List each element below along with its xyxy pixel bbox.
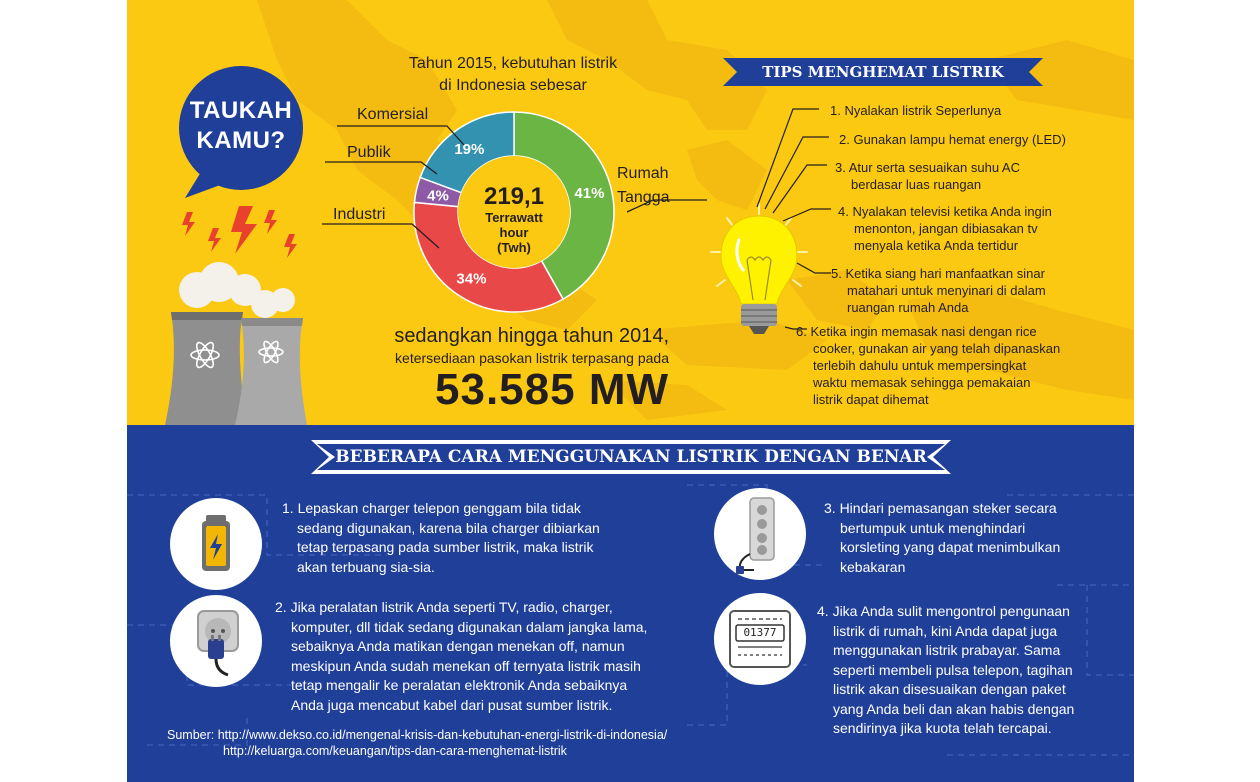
- plug-socket-icon: [170, 595, 262, 687]
- source-link-1[interactable]: http://www.dekso.co.id/mengenal-krisis-dan-kebutuhan-energi-listrik-di-indonesia/: [217, 728, 668, 742]
- cara-4-line-1: 4. Jika Anda sulit mengontrol pengunaan: [817, 603, 1070, 619]
- tip-4-line-3: menyala ketika Anda tertidur: [854, 238, 1019, 253]
- tip-item-5: [831, 265, 1046, 316]
- battery-icon: [170, 498, 262, 590]
- value-label-komersial: 19%: [454, 141, 485, 159]
- supply-line-2: ketersediaan pasokan listrik terpasang pada: [395, 350, 669, 366]
- bottom-section: [127, 425, 1134, 782]
- cara-item-3: [824, 499, 1060, 577]
- cara-item-4: [817, 602, 1074, 739]
- source-label: Sumber:: [167, 728, 215, 742]
- bubble-line-2: KAMU?: [196, 127, 286, 154]
- cara-4-line-6: yang Anda beli dan akan habis dengan: [833, 700, 1075, 717]
- tip-6-line-4: waktu memasak sehingga pemakaian: [813, 375, 1031, 390]
- cara-2-line-1: 2. Jika peralatan listrik Anda seperti TV, radio, charger,: [275, 599, 613, 615]
- source-line-2: [223, 743, 567, 760]
- tip-5-line-1: 5. Ketika siang hari manfaatkan sinar: [831, 266, 1045, 281]
- tip-6-line-5: listrik dapat dihemat: [813, 392, 929, 407]
- cara-3-line-3: korsleting yang dapat menimbulkan: [840, 539, 1061, 555]
- supply-line-1: sedangkan hingga tahun 2014,: [394, 325, 669, 347]
- cara-4-line-2: listrik di rumah, kini Anda dapat juga: [833, 622, 1058, 639]
- cara-2-line-2: komputer, dll tidak sedang digunakan dalam jangka lama,: [291, 618, 648, 635]
- tip-item-3: [835, 159, 1020, 193]
- cara-4-line-3: menggunakan listrik prabayar. Sama: [833, 642, 1061, 658]
- intro-text: [375, 53, 651, 97]
- infographic: [127, 0, 1134, 782]
- cara-2-line-5: tetap mengalir ke peralatan elektronik Anda sebaiknya: [291, 677, 628, 693]
- tip-6-line-3: terlebih dahulu untuk mempersingkat: [813, 358, 1027, 373]
- label-komersial: Komersial: [357, 106, 429, 123]
- center-unit-3: (Twh): [497, 240, 531, 255]
- bubble-line-1: TAUKAH: [189, 97, 293, 124]
- value-label-publik: 4%: [427, 187, 449, 205]
- cara-1-line-1: 1. Lepaskan charger telepon genggam bila tidak: [282, 500, 581, 516]
- cara-4-line-7: sendirinya jika kuota telah tercapai.: [833, 720, 1052, 736]
- tip-4-line-1: 4. Nyalakan televisi ketika Anda ingin: [838, 204, 1052, 219]
- donut-leaders: [317, 100, 717, 280]
- tip-item-4: [838, 203, 1052, 254]
- label-industri: Industri: [333, 206, 386, 223]
- cara-2-line-3: sebaiknya Anda matikan dengan menekan off, namun: [291, 638, 625, 654]
- value-label-industri: 34%: [456, 270, 487, 288]
- intro-line-1: Tahun 2015, kebutuhan listrik: [408, 55, 618, 72]
- electric-meter-icon: [714, 593, 806, 685]
- power-strip-icon: [714, 488, 806, 580]
- label-publik: Publik: [347, 144, 391, 161]
- center-unit-1: Terrawatt: [485, 210, 543, 225]
- tip-item-6: [796, 323, 1060, 408]
- cara-item-1: [282, 499, 600, 577]
- label-rumah-line-1: Rumah: [617, 165, 669, 182]
- tip-3-line-2: berdasar luas ruangan: [851, 177, 982, 192]
- meter-reading: 01377: [743, 626, 777, 639]
- tip-2-line-1: 2. Gunakan lampu hemat energy (LED): [839, 132, 1066, 147]
- cara-3-line-1: 3. Hindari pemasangan steker secara: [824, 500, 1057, 516]
- center-unit-2: hour: [499, 225, 529, 240]
- cara-1-line-4: akan terbuang sia-sia.: [297, 558, 435, 575]
- label-rumah-line-2: Tangga: [617, 189, 670, 206]
- intro-line-2: di Indonesia sebesar: [439, 77, 587, 94]
- cara-4-line-4: seperti membeli pulsa telepon, tagihan: [833, 661, 1073, 678]
- cara-3-line-4: kebakaran: [840, 558, 906, 575]
- cara-2-line-6: Anda juga mencabut kabel dari pusat sumber listrik.: [291, 696, 613, 713]
- tip-6-line-2: cooker, gunakan air yang telah dipanaskan: [813, 341, 1061, 356]
- top-section: [127, 0, 1134, 425]
- cara-4-line-5: listrik akan disesuaikan dengan paket: [833, 681, 1066, 697]
- value-label-rumah-tangga: 41%: [574, 185, 605, 203]
- supply-value: 53.585 MW: [435, 365, 669, 414]
- bubble-text: [171, 96, 311, 156]
- tip-item-2: [839, 131, 1066, 148]
- cara-1-line-3: tetap terpasang pada sumber listrik, maka listrik: [297, 539, 594, 555]
- tip-3-line-1: 3. Atur serta sesuaikan suhu AC: [835, 160, 1020, 175]
- tips-title: TIPS MENGHEMAT LISTRIK: [762, 63, 1004, 81]
- tip-4-line-2: menonton, jangan dibiasakan tv: [854, 221, 1038, 236]
- lightning-icon: [177, 200, 317, 260]
- tip-5-line-2: matahari untuk menyinari di dalam: [847, 283, 1046, 298]
- cara-1-line-2: sedang digunakan, karena bila charger dibiarkan: [297, 519, 600, 536]
- cara-title: BEBERAPA CARA MENGGUNAKAN LISTRIK DENGAN BENAR: [335, 447, 927, 467]
- source-link-2[interactable]: http://keluarga.com/keuangan/tips-dan-cara-menghemat-listrik: [223, 744, 567, 758]
- tip-item-1: [830, 102, 1001, 119]
- cara-item-2: [275, 598, 647, 715]
- center-value: 219,1: [483, 183, 545, 210]
- tips-leaders: [727, 95, 847, 345]
- power-plant-icon: [157, 260, 327, 425]
- source-line-1: [167, 727, 667, 744]
- tip-6-line-1: 6. Ketika ingin memasak nasi dengan rice: [796, 324, 1037, 339]
- cara-3-line-2: bertumpuk untuk menghindari: [840, 519, 1026, 536]
- tip-5-line-3: ruangan rumah Anda: [847, 300, 969, 315]
- tip-1-line-1: 1. Nyalakan listrik Seperlunya: [830, 103, 1002, 118]
- cara-2-line-4: meskipun Anda sudah menekan off ternyata listrik masih: [291, 657, 641, 674]
